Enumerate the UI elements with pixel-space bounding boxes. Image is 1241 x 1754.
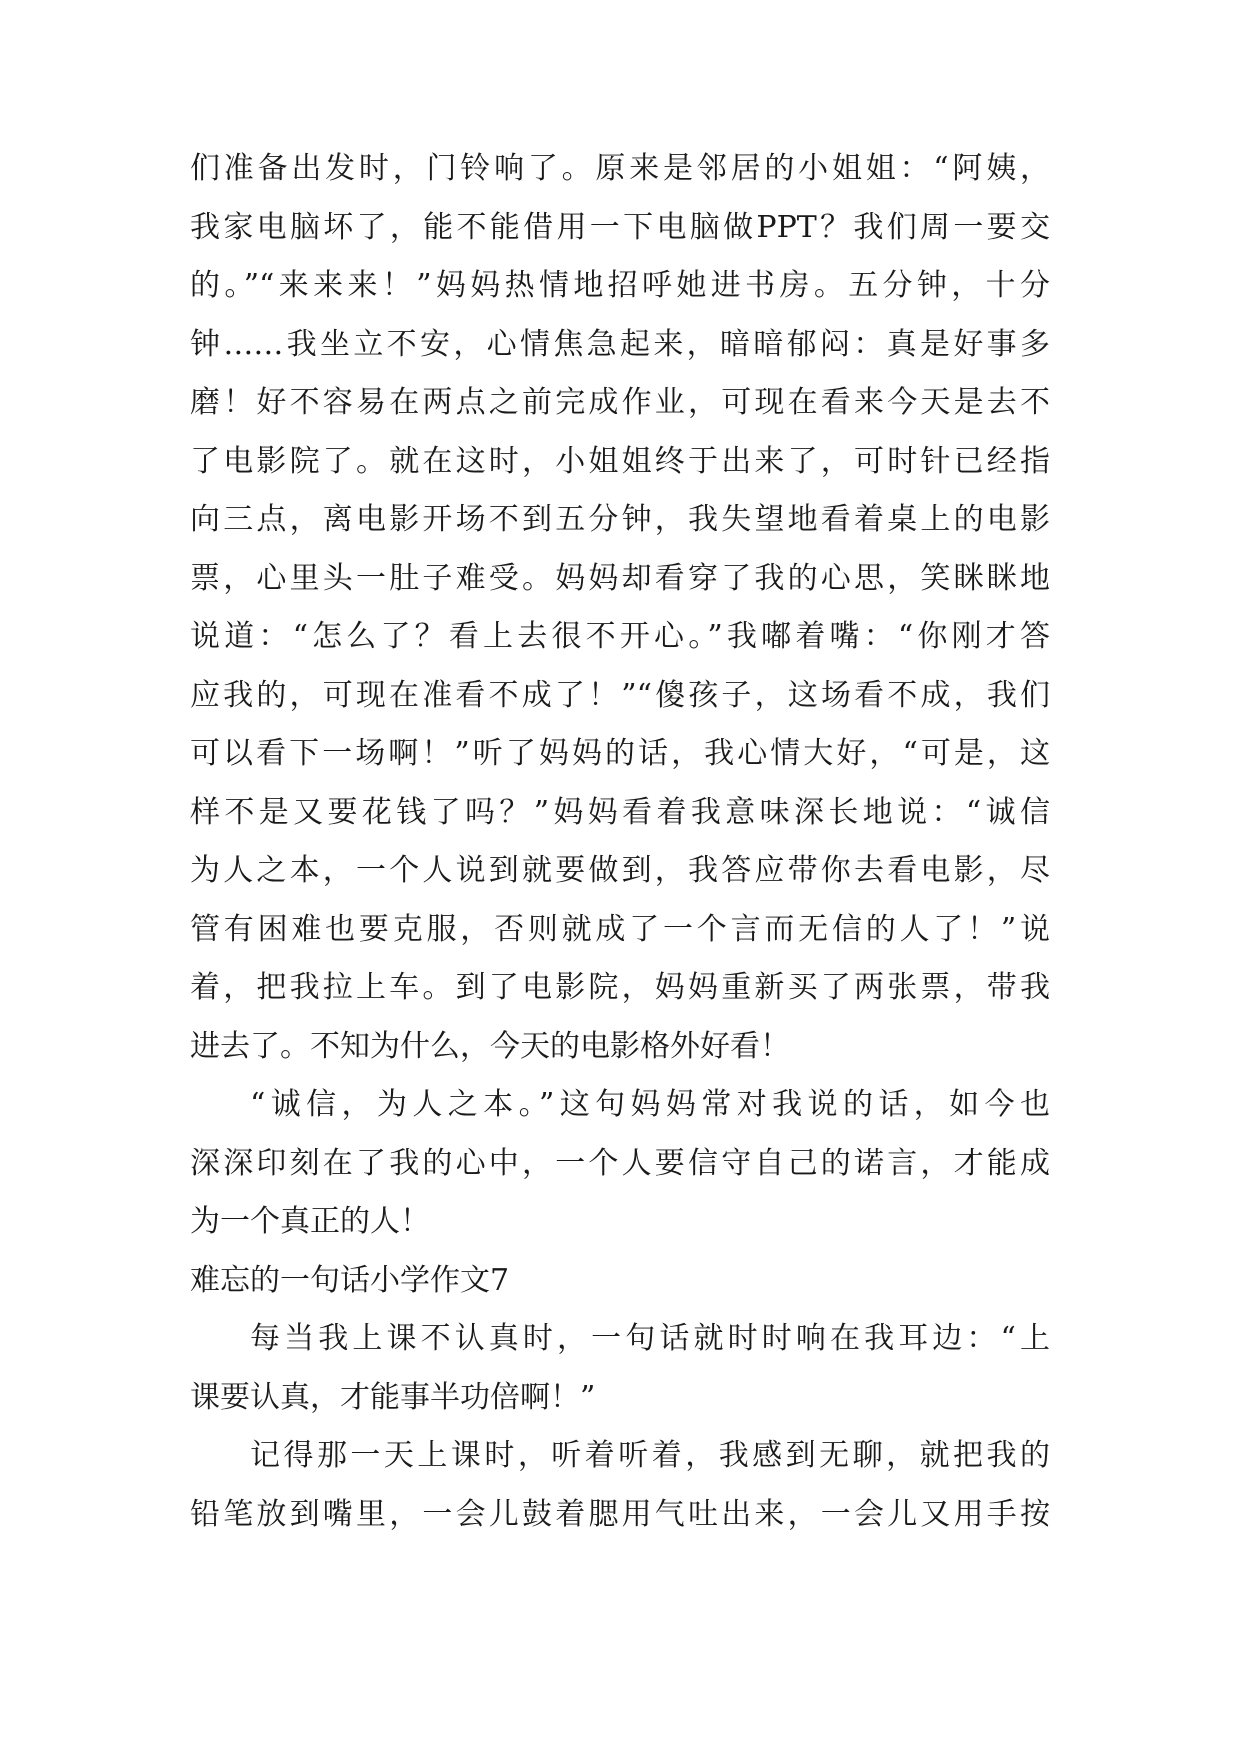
text-line: “诚信，为人之本。”这句妈妈常对我说的话，如今也 xyxy=(250,1087,1050,1122)
document-body xyxy=(190,140,1050,1544)
text-line: 向三点，离电影开场不到五分钟，我失望地看着桌上的电影 xyxy=(190,502,1050,537)
text-line: 记得那一天上课时，听着听着，我感到无聊，就把我的 xyxy=(250,1438,1050,1473)
text-line: 管有困难也要克服，否则就成了一个言而无信的人了！”说 xyxy=(190,911,1050,947)
text-line: 钟……我坐立不安，心情焦急起来，暗暗郁闷：真是好事多 xyxy=(190,326,1050,362)
paragraph xyxy=(190,140,1050,1076)
text-line: 应我的，可现在准看不成了！”“傻孩子，这场看不成，我们 xyxy=(190,677,1050,713)
text-line: 铅笔放到嘴里，一会儿鼓着腮用气吐出来，一会儿又用手按 xyxy=(190,1496,1050,1532)
text-line: 进去了。不知为什么，今天的电影格外好看！ xyxy=(190,1028,790,1064)
text-line: 票，心里头一肚子难受。妈妈却看穿了我的心思，笑眯眯地 xyxy=(190,560,1050,596)
text-line: 着，把我拉上车。到了电影院，妈妈重新买了两张票，带我 xyxy=(190,970,1050,1005)
paragraph xyxy=(190,1427,1050,1544)
text-line: 为一个真正的人！ xyxy=(190,1204,430,1239)
section-heading xyxy=(190,1252,1050,1311)
heading-text: 难忘的一句话小学作文7 xyxy=(190,1262,510,1298)
text-line: 磨！好不容易在两点之前完成作业，可现在看来今天是去不 xyxy=(190,385,1050,420)
text-line: 为人之本，一个人说到就要做到，我答应带你去看电影，尽 xyxy=(190,853,1050,888)
paragraph xyxy=(190,1076,1050,1252)
text-line: 每当我上课不认真时，一句话就时时响在我耳边：“上 xyxy=(250,1321,1050,1356)
text-line: 说道：“怎么了？看上去很不开心。”我嘟着嘴：“你刚才答 xyxy=(190,619,1050,654)
text-line: 们准备出发时，门铃响了。原来是邻居的小姐姐：“阿姨， xyxy=(190,151,1050,186)
text-line: 样不是又要花钱了吗？”妈妈看着我意味深长地说：“诚信 xyxy=(190,794,1050,830)
text-line: 我家电脑坏了，能不能借用一下电脑做PPT？我们周一要交 xyxy=(190,209,1050,245)
text-line: 了电影院了。就在这时，小姐姐终于出来了，可时针已经指 xyxy=(190,443,1050,479)
text-line: 深深印刻在了我的心中，一个人要信守自己的诺言，才能成 xyxy=(190,1145,1050,1181)
paragraph xyxy=(190,1310,1050,1427)
text-line: 的。”“来来来！”妈妈热情地招呼她进书房。五分钟，十分 xyxy=(190,268,1050,303)
text-line: 可以看下一场啊！”听了妈妈的话，我心情大好，“可是，这 xyxy=(190,736,1050,771)
text-line: 课要认真，才能事半功倍啊！” xyxy=(190,1379,596,1415)
